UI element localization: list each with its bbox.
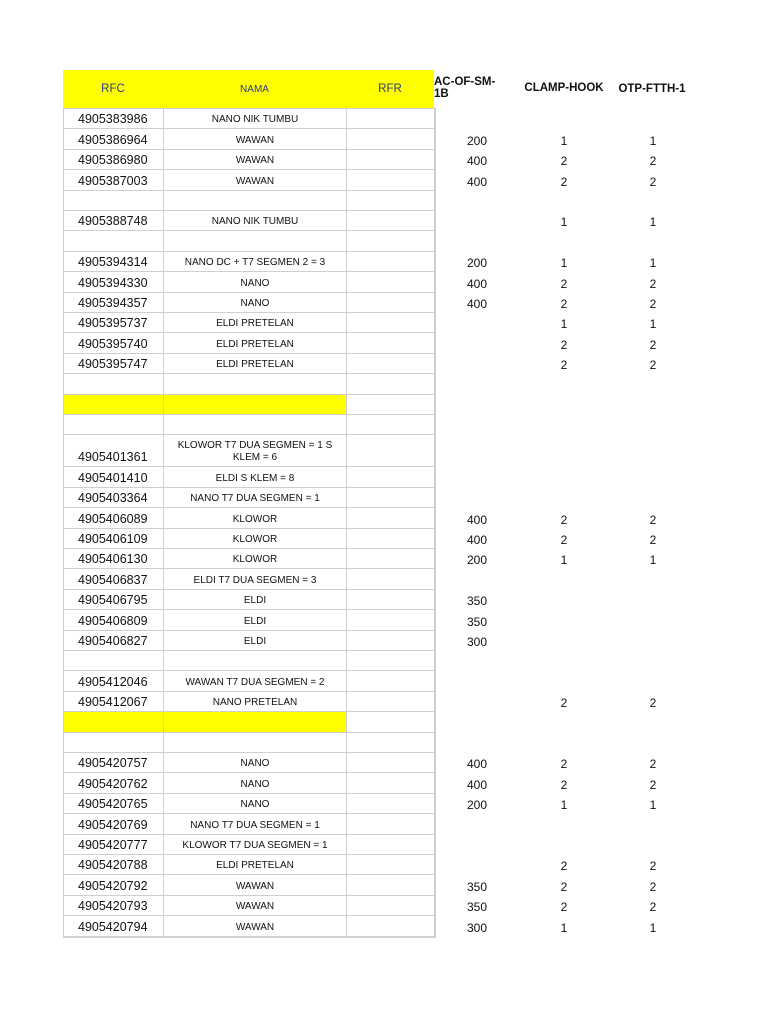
- cell-rfr[interactable]: [346, 333, 434, 353]
- cell-rfr[interactable]: [346, 435, 434, 467]
- header-rfc: [63, 70, 163, 108]
- cell-clamp[interactable]: [527, 467, 601, 487]
- cell-nama[interactable]: WAWAN: [163, 916, 346, 936]
- cell-rfc[interactable]: 4905395747: [63, 354, 163, 374]
- cell-rfr[interactable]: [346, 855, 434, 875]
- cell-ac[interactable]: [440, 109, 514, 129]
- table-row: [0, 733, 768, 753]
- table-row: [0, 569, 768, 589]
- cell-nama[interactable]: [163, 712, 346, 732]
- cell-rfr[interactable]: [346, 692, 434, 712]
- cell-rfc[interactable]: 4905394330: [63, 272, 163, 292]
- cell-otp[interactable]: [616, 814, 690, 834]
- cell-ac[interactable]: [440, 211, 514, 231]
- cell-rfr[interactable]: [346, 129, 434, 149]
- cell-clamp[interactable]: [527, 835, 601, 855]
- cell-rfr[interactable]: [346, 875, 434, 895]
- cell-rfr[interactable]: [346, 109, 434, 129]
- cell-rfr[interactable]: [346, 313, 434, 333]
- cell-otp[interactable]: 1: [649, 553, 657, 568]
- cell-clamp[interactable]: 2: [560, 337, 568, 352]
- cell-clamp[interactable]: [527, 231, 601, 251]
- cell-clamp[interactable]: [527, 671, 601, 691]
- cell-clamp[interactable]: 1: [560, 256, 568, 271]
- cell-nama[interactable]: NANO: [163, 293, 346, 313]
- table-row: [0, 814, 768, 834]
- cell-ac[interactable]: [440, 333, 514, 353]
- cell-rfr[interactable]: [346, 733, 434, 753]
- cell-nama[interactable]: NANO DC + T7 SEGMEN 2 = 3: [163, 252, 346, 272]
- cell-otp[interactable]: [616, 488, 690, 508]
- cell-nama[interactable]: ELDI PRETELAN: [163, 333, 346, 353]
- cell-clamp[interactable]: 2: [560, 777, 568, 792]
- cell-clamp[interactable]: 2: [560, 174, 568, 189]
- cell-ac[interactable]: [440, 814, 514, 834]
- cell-rfr[interactable]: [346, 211, 434, 231]
- cell-ac[interactable]: 400: [466, 296, 488, 311]
- cell-rfc[interactable]: 4905388748: [63, 211, 163, 231]
- cell-ac[interactable]: 300: [466, 920, 488, 935]
- cell-nama[interactable]: KLOWOR: [163, 508, 346, 528]
- cell-otp[interactable]: [616, 569, 690, 589]
- cell-rfr[interactable]: [346, 794, 434, 814]
- cell-rfc[interactable]: 4905386964: [63, 129, 163, 149]
- cell-rfc[interactable]: 4905403364: [63, 488, 163, 508]
- cell-clamp[interactable]: 1: [560, 133, 568, 148]
- header-rfc-label: RFC: [101, 83, 125, 95]
- table-row: [0, 692, 768, 712]
- table-row: [0, 333, 768, 353]
- cell-otp[interactable]: 2: [649, 296, 657, 311]
- cell-rfr[interactable]: [346, 354, 434, 374]
- table-row: [0, 150, 768, 170]
- cell-nama[interactable]: WAWAN: [163, 129, 346, 149]
- table-row: [0, 508, 768, 528]
- cell-clamp[interactable]: 2: [560, 879, 568, 894]
- cell-ac[interactable]: [440, 374, 514, 394]
- cell-nama[interactable]: NANO NIK TUMBU: [163, 211, 346, 231]
- cell-nama[interactable]: ELDI: [163, 631, 346, 651]
- cell-ac[interactable]: [440, 488, 514, 508]
- cell-rfc[interactable]: 4905395737: [63, 313, 163, 333]
- cell-rfc[interactable]: 4905406089: [63, 508, 163, 528]
- cell-nama[interactable]: NANO NIK TUMBU: [163, 109, 346, 129]
- cell-otp[interactable]: [616, 733, 690, 753]
- cell-clamp[interactable]: 1: [560, 215, 568, 230]
- table-row: [0, 252, 768, 272]
- cell-otp[interactable]: 1: [649, 920, 657, 935]
- cell-nama[interactable]: WAWAN: [163, 896, 346, 916]
- cell-rfr[interactable]: [346, 508, 434, 528]
- cell-nama[interactable]: ELDI PRETELAN: [163, 855, 346, 875]
- cell-rfc[interactable]: 4905386980: [63, 150, 163, 170]
- cell-rfc[interactable]: 4905383986: [63, 109, 163, 129]
- cell-rfr[interactable]: [346, 529, 434, 549]
- cell-otp[interactable]: 2: [649, 900, 657, 915]
- cell-rfc[interactable]: 4905406837: [63, 569, 163, 589]
- cell-clamp[interactable]: [527, 631, 601, 651]
- cell-nama[interactable]: KLOWOR T7 DUA SEGMEN = 1 S KLEM = 6: [163, 435, 346, 467]
- header-otp: [604, 79, 700, 99]
- table-row: [0, 610, 768, 630]
- cell-otp[interactable]: 1: [649, 133, 657, 148]
- cell-ac[interactable]: [440, 467, 514, 487]
- cell-rfc[interactable]: 4905406809: [63, 610, 163, 630]
- table-row: [0, 374, 768, 394]
- cell-otp[interactable]: [616, 467, 690, 487]
- cell-otp[interactable]: [616, 435, 690, 467]
- cell-ac[interactable]: [440, 692, 514, 712]
- cell-rfc[interactable]: [63, 415, 163, 435]
- cell-clamp[interactable]: [527, 395, 601, 415]
- header-clamp: [516, 78, 612, 98]
- cell-ac[interactable]: 400: [466, 276, 488, 291]
- cell-ac[interactable]: 300: [466, 634, 488, 649]
- table-row: [0, 467, 768, 487]
- cell-ac[interactable]: [440, 733, 514, 753]
- cell-nama[interactable]: NANO: [163, 794, 346, 814]
- table-row: [0, 631, 768, 651]
- table-row: [0, 435, 768, 467]
- cell-otp[interactable]: [616, 631, 690, 651]
- cell-otp[interactable]: 2: [649, 512, 657, 527]
- cell-rfr[interactable]: [346, 191, 434, 211]
- header-ac: [434, 78, 508, 98]
- cell-ac[interactable]: [440, 313, 514, 333]
- cell-otp[interactable]: [616, 191, 690, 211]
- cell-ac[interactable]: 200: [466, 553, 488, 568]
- cell-nama[interactable]: [163, 374, 346, 394]
- table-row: [0, 835, 768, 855]
- cell-nama[interactable]: ELDI S KLEM = 8: [163, 467, 346, 487]
- cell-ac[interactable]: [440, 231, 514, 251]
- cell-rfc[interactable]: [63, 733, 163, 753]
- cell-otp[interactable]: [616, 395, 690, 415]
- table-row: [0, 293, 768, 313]
- table-row: [0, 488, 768, 508]
- cell-ac[interactable]: [440, 435, 514, 467]
- cell-rfc[interactable]: 4905412046: [63, 671, 163, 691]
- cell-clamp[interactable]: 1: [560, 553, 568, 568]
- cell-rfc[interactable]: [63, 231, 163, 251]
- table-row: [0, 313, 768, 333]
- cell-otp[interactable]: 2: [649, 358, 657, 373]
- cell-rfc[interactable]: 4905387003: [63, 170, 163, 190]
- cell-otp[interactable]: [616, 651, 690, 671]
- cell-rfr[interactable]: [346, 569, 434, 589]
- cell-nama[interactable]: WAWAN: [163, 150, 346, 170]
- cell-nama[interactable]: [163, 395, 346, 415]
- cell-rfr[interactable]: [346, 272, 434, 292]
- table-row: [0, 549, 768, 569]
- cell-rfc[interactable]: 4905420757: [63, 753, 163, 773]
- cell-clamp[interactable]: [527, 814, 601, 834]
- cell-rfc[interactable]: 4905395740: [63, 333, 163, 353]
- cell-ac[interactable]: 400: [466, 512, 488, 527]
- cell-clamp[interactable]: [527, 488, 601, 508]
- cell-otp[interactable]: 2: [649, 337, 657, 352]
- table-row: [0, 916, 768, 936]
- cell-ac[interactable]: 200: [466, 798, 488, 813]
- cell-ac[interactable]: [440, 835, 514, 855]
- cell-clamp[interactable]: [527, 191, 601, 211]
- cell-ac[interactable]: [440, 191, 514, 211]
- cell-clamp[interactable]: [527, 651, 601, 671]
- cell-rfr[interactable]: [346, 150, 434, 170]
- cell-ac[interactable]: 350: [466, 594, 488, 609]
- cell-ac[interactable]: [440, 671, 514, 691]
- cell-clamp[interactable]: 1: [560, 317, 568, 332]
- cell-clamp[interactable]: 2: [560, 532, 568, 547]
- cell-nama[interactable]: [163, 231, 346, 251]
- cell-rfc[interactable]: 4905412067: [63, 692, 163, 712]
- cell-nama[interactable]: ELDI: [163, 610, 346, 630]
- cell-rfr[interactable]: [346, 549, 434, 569]
- cell-rfc[interactable]: 4905420762: [63, 773, 163, 793]
- cell-otp[interactable]: 2: [649, 757, 657, 772]
- header-clamp-label: CLAMP-HOOK: [524, 82, 604, 94]
- cell-nama[interactable]: NANO T7 DUA SEGMEN = 1: [163, 814, 346, 834]
- cell-nama[interactable]: ELDI T7 DUA SEGMEN = 3: [163, 569, 346, 589]
- table-row: [0, 773, 768, 793]
- cell-ac[interactable]: 350: [466, 879, 488, 894]
- header-nama: [163, 70, 346, 108]
- cell-rfc[interactable]: [63, 374, 163, 394]
- cell-rfr[interactable]: [346, 395, 434, 415]
- table-row: [0, 651, 768, 671]
- cell-otp[interactable]: [616, 374, 690, 394]
- table-row: [0, 231, 768, 251]
- table-row: [0, 129, 768, 149]
- cell-nama[interactable]: NANO: [163, 773, 346, 793]
- cell-rfc[interactable]: 4905406827: [63, 631, 163, 651]
- cell-clamp[interactable]: [527, 435, 601, 467]
- cell-rfr[interactable]: [346, 814, 434, 834]
- cell-otp[interactable]: [616, 835, 690, 855]
- cell-rfc[interactable]: [63, 712, 163, 732]
- cell-nama[interactable]: NANO PRETELAN: [163, 692, 346, 712]
- cell-rfr[interactable]: [346, 835, 434, 855]
- cell-clamp[interactable]: 2: [560, 859, 568, 874]
- cell-rfr[interactable]: [346, 293, 434, 313]
- cell-rfr[interactable]: [346, 170, 434, 190]
- cell-ac[interactable]: 350: [466, 900, 488, 915]
- cell-otp[interactable]: [616, 415, 690, 435]
- cell-rfc[interactable]: 4905420788: [63, 855, 163, 875]
- cell-otp[interactable]: [616, 610, 690, 630]
- cell-nama[interactable]: KLOWOR T7 DUA SEGMEN = 1: [163, 835, 346, 855]
- cell-clamp[interactable]: [527, 569, 601, 589]
- cell-clamp[interactable]: 1: [560, 798, 568, 813]
- cell-otp[interactable]: 2: [649, 859, 657, 874]
- cell-rfc[interactable]: [63, 191, 163, 211]
- cell-otp[interactable]: 2: [649, 532, 657, 547]
- cell-ac[interactable]: 400: [466, 777, 488, 792]
- table-row: [0, 395, 768, 415]
- cell-otp[interactable]: [616, 712, 690, 732]
- cell-rfc[interactable]: 4905406109: [63, 529, 163, 549]
- table-row: [0, 191, 768, 211]
- cell-rfr[interactable]: [346, 712, 434, 732]
- cell-otp[interactable]: 1: [649, 798, 657, 813]
- cell-ac[interactable]: 200: [466, 133, 488, 148]
- header-nama-label: NAMA: [240, 83, 269, 95]
- table-row: [0, 529, 768, 549]
- cell-nama[interactable]: [163, 651, 346, 671]
- table-row: [0, 671, 768, 691]
- cell-clamp[interactable]: [527, 733, 601, 753]
- cell-rfr[interactable]: [346, 374, 434, 394]
- table-row: [0, 109, 768, 129]
- cell-otp[interactable]: [616, 109, 690, 129]
- cell-clamp[interactable]: [527, 610, 601, 630]
- cell-ac[interactable]: [440, 712, 514, 732]
- cell-nama[interactable]: NANO T7 DUA SEGMEN = 1: [163, 488, 346, 508]
- cell-clamp[interactable]: [527, 590, 601, 610]
- cell-rfr[interactable]: [346, 590, 434, 610]
- cell-ac[interactable]: 400: [466, 757, 488, 772]
- cell-clamp[interactable]: 2: [560, 757, 568, 772]
- cell-clamp[interactable]: [527, 712, 601, 732]
- cell-clamp[interactable]: 2: [560, 276, 568, 291]
- cell-ac[interactable]: [440, 651, 514, 671]
- cell-nama[interactable]: WAWAN: [163, 875, 346, 895]
- table-row: [0, 354, 768, 374]
- cell-rfc[interactable]: 4905420794: [63, 916, 163, 936]
- cell-rfr[interactable]: [346, 467, 434, 487]
- cell-rfc[interactable]: 4905420769: [63, 814, 163, 834]
- cell-rfc[interactable]: [63, 395, 163, 415]
- cell-rfc[interactable]: 4905420765: [63, 794, 163, 814]
- cell-rfr[interactable]: [346, 671, 434, 691]
- cell-ac[interactable]: [440, 354, 514, 374]
- cell-rfc[interactable]: 4905406795: [63, 590, 163, 610]
- cell-clamp[interactable]: 2: [560, 900, 568, 915]
- cell-clamp[interactable]: [527, 109, 601, 129]
- table-row: [0, 170, 768, 190]
- cell-rfr[interactable]: [346, 610, 434, 630]
- cell-clamp[interactable]: 2: [560, 696, 568, 711]
- cell-otp[interactable]: 1: [649, 215, 657, 230]
- cell-clamp[interactable]: [527, 374, 601, 394]
- cell-nama[interactable]: ELDI PRETELAN: [163, 313, 346, 333]
- cell-rfr[interactable]: [346, 773, 434, 793]
- cell-clamp[interactable]: 2: [560, 358, 568, 373]
- cell-rfc[interactable]: 4905394314: [63, 252, 163, 272]
- cell-rfr[interactable]: [346, 488, 434, 508]
- cell-rfr[interactable]: [346, 896, 434, 916]
- cell-otp[interactable]: [616, 231, 690, 251]
- cell-rfc[interactable]: 4905420777: [63, 835, 163, 855]
- cell-otp[interactable]: 2: [649, 174, 657, 189]
- cell-ac[interactable]: 200: [466, 256, 488, 271]
- cell-rfc[interactable]: 4905420792: [63, 875, 163, 895]
- cell-rfr[interactable]: [346, 231, 434, 251]
- header-rfr: [346, 70, 434, 108]
- cell-ac[interactable]: [440, 395, 514, 415]
- cell-nama[interactable]: WAWAN T7 DUA SEGMEN = 2: [163, 671, 346, 691]
- cell-ac[interactable]: 400: [466, 174, 488, 189]
- cell-clamp[interactable]: 2: [560, 154, 568, 169]
- cell-clamp[interactable]: 1: [560, 920, 568, 935]
- cell-rfr[interactable]: [346, 252, 434, 272]
- cell-nama[interactable]: NANO: [163, 272, 346, 292]
- table-row: [0, 415, 768, 435]
- cell-rfc[interactable]: 4905401361: [63, 435, 163, 467]
- cell-nama[interactable]: KLOWOR: [163, 529, 346, 549]
- cell-ac[interactable]: 400: [466, 154, 488, 169]
- cell-otp[interactable]: 2: [649, 879, 657, 894]
- cell-otp[interactable]: [616, 590, 690, 610]
- cell-nama[interactable]: [163, 733, 346, 753]
- table-row: [0, 753, 768, 773]
- cell-otp[interactable]: 2: [649, 154, 657, 169]
- cell-otp[interactable]: 1: [649, 317, 657, 332]
- cell-ac[interactable]: 350: [466, 614, 488, 629]
- cell-otp[interactable]: 2: [649, 276, 657, 291]
- table-row: [0, 712, 768, 732]
- header-rfr-label: RFR: [378, 83, 402, 95]
- cell-rfc[interactable]: 4905420793: [63, 896, 163, 916]
- cell-nama[interactable]: WAWAN: [163, 170, 346, 190]
- cell-rfc[interactable]: 4905406130: [63, 549, 163, 569]
- cell-rfr[interactable]: [346, 753, 434, 773]
- cell-ac[interactable]: [440, 855, 514, 875]
- table-row: [0, 875, 768, 895]
- table-row: [0, 855, 768, 875]
- header-otp-label: OTP-FTTH-1: [618, 83, 686, 95]
- cell-otp[interactable]: 1: [649, 256, 657, 271]
- cell-rfc[interactable]: [63, 651, 163, 671]
- cell-clamp[interactable]: 2: [560, 512, 568, 527]
- cell-clamp[interactable]: 2: [560, 296, 568, 311]
- cell-nama[interactable]: ELDI PRETELAN: [163, 354, 346, 374]
- table-row: [0, 794, 768, 814]
- cell-rfc[interactable]: 4905401410: [63, 467, 163, 487]
- cell-rfr[interactable]: [346, 916, 434, 936]
- table-row: [0, 272, 768, 292]
- cell-rfr[interactable]: [346, 631, 434, 651]
- cell-nama[interactable]: [163, 191, 346, 211]
- cell-rfr[interactable]: [346, 651, 434, 671]
- cell-ac[interactable]: 400: [466, 532, 488, 547]
- cell-rfr[interactable]: [346, 415, 434, 435]
- cell-rfc[interactable]: 4905394357: [63, 293, 163, 313]
- cell-ac[interactable]: [440, 415, 514, 435]
- cell-nama[interactable]: NANO: [163, 753, 346, 773]
- table-row: [0, 590, 768, 610]
- cell-otp[interactable]: 2: [649, 777, 657, 792]
- cell-nama[interactable]: KLOWOR: [163, 549, 346, 569]
- cell-otp[interactable]: [616, 671, 690, 691]
- cell-nama[interactable]: ELDI: [163, 590, 346, 610]
- cell-otp[interactable]: 2: [649, 696, 657, 711]
- table-row: [0, 211, 768, 231]
- table-row: [0, 896, 768, 916]
- cell-clamp[interactable]: [527, 415, 601, 435]
- cell-nama[interactable]: [163, 415, 346, 435]
- header-ac-label: AC-OF-SM-1B: [434, 76, 496, 100]
- cell-ac[interactable]: [440, 569, 514, 589]
